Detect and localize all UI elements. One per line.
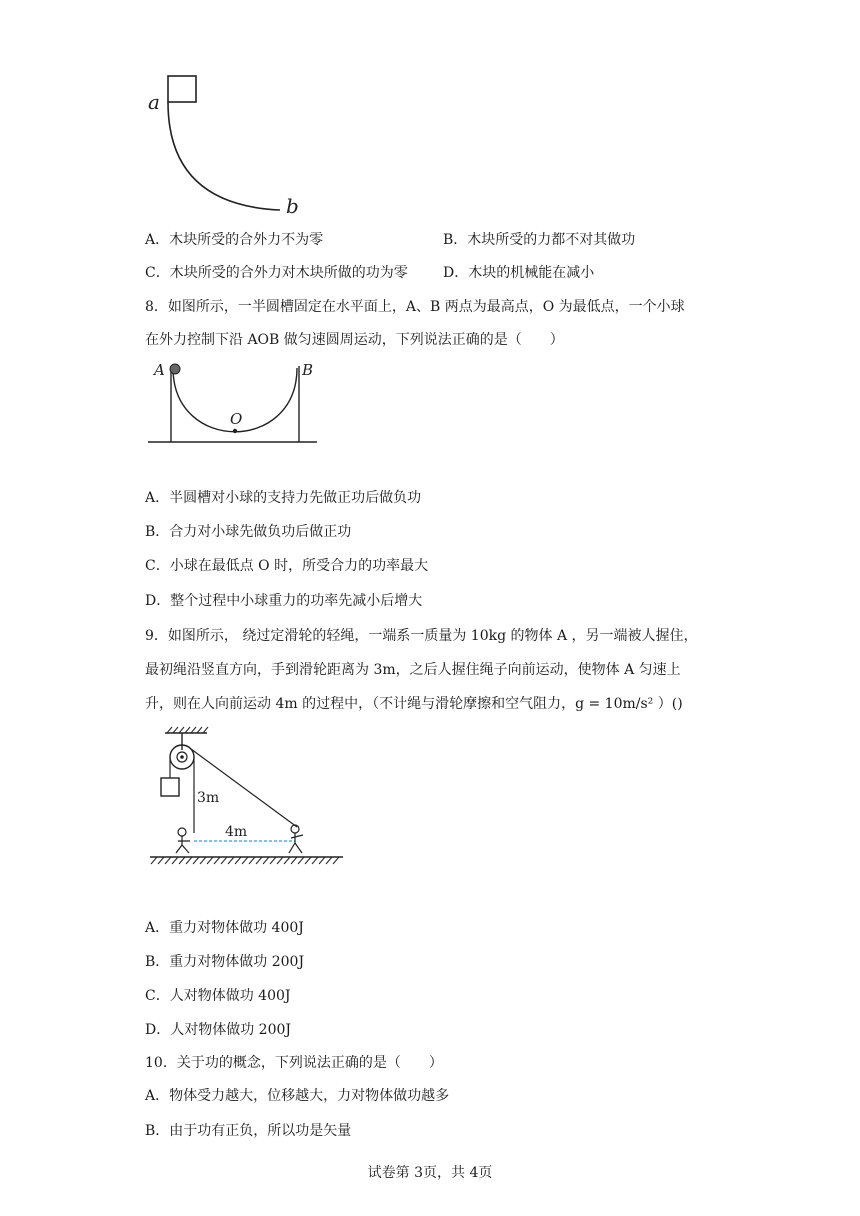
label-4m: 4m (225, 824, 248, 840)
q8-option-b: B．合力对小球先做负功后做正功 (145, 524, 352, 540)
wood-block (168, 76, 196, 102)
q9-stem-line3: 升，则在人向前运动 4m 的过程中，（不计绳与滑轮摩擦和空气阻力，g = 10m/s² ）() (145, 696, 683, 712)
figure-semicircle-groove (145, 358, 325, 448)
label-A: A (154, 361, 165, 379)
object-A-block (161, 778, 179, 796)
page-footer: 试卷第 3页，共 4页 (367, 1165, 493, 1181)
q9-option-b: B．重力对物体做功 200J (145, 954, 305, 970)
q9-option-a: A．重力对物体做功 400J (145, 920, 304, 936)
label-B: B (302, 361, 314, 379)
q7-option-a: A．木块所受的合外力不为零 (145, 232, 324, 248)
q7-option-d: D．木块的机械能在减小 (443, 265, 595, 281)
q7-option-b: B．木块所受的力都不对其做功 (443, 232, 636, 248)
person-final (289, 825, 303, 853)
q9-stem-line1: 9．如图所示， 绕过定滑轮的轻绳，一端系一质量为 10kg 的物体 A ，另一端被人握住， (145, 628, 698, 644)
label-3m: 3m (197, 790, 220, 806)
q8-option-d: D．整个过程中小球重力的功率先减小后增大 (145, 593, 423, 609)
q10-option-b: B．由于功有正负，所以功是矢量 (145, 1123, 352, 1139)
q9-option-d: D．人对物体做功 200J (145, 1022, 292, 1038)
curved-track (168, 102, 280, 210)
q9-stem-line2: 最初绳沿竖直方向，手到滑轮距离为 3m，之后人握住绳子向前运动，使物体 A 匀速上 (145, 662, 681, 678)
q8-option-a: A．半圆槽对小球的支持力先做正功后做负功 (145, 490, 422, 506)
label-a: a (148, 90, 160, 114)
person-initial (176, 828, 190, 853)
q10-option-a: A．物体受力越大，位移越大，力对物体做功越多 (145, 1088, 450, 1104)
q8-stem-line2: 在外力控制下沿 AOB 做匀速圆周运动，下列说法正确的是（ ） (145, 332, 564, 348)
label-b: b (286, 194, 299, 218)
label-O: O (230, 410, 243, 428)
q10-stem: 10．关于功的概念，下列说法正确的是（ ） (145, 1055, 443, 1071)
ceiling-hatch (167, 727, 208, 733)
figure-curved-track (140, 65, 310, 225)
pulley-axle (180, 755, 184, 759)
q7-option-c: C．木块所受的合外力对木块所做的功为零 (145, 265, 408, 281)
ground-hatch (151, 857, 339, 864)
q8-option-c: C．小球在最低点 O 时，所受合力的功率最大 (145, 558, 429, 574)
lowest-point-o (233, 429, 237, 433)
figure-pulley (145, 725, 355, 870)
rope-slanted (191, 749, 297, 827)
ball (170, 364, 180, 374)
q9-option-c: C．人对物体做功 400J (145, 988, 291, 1004)
q8-stem-line1: 8．如图所示，一半圆槽固定在水平面上，A、B 两点为最高点，O 为最低点，一个小球 (145, 299, 685, 315)
